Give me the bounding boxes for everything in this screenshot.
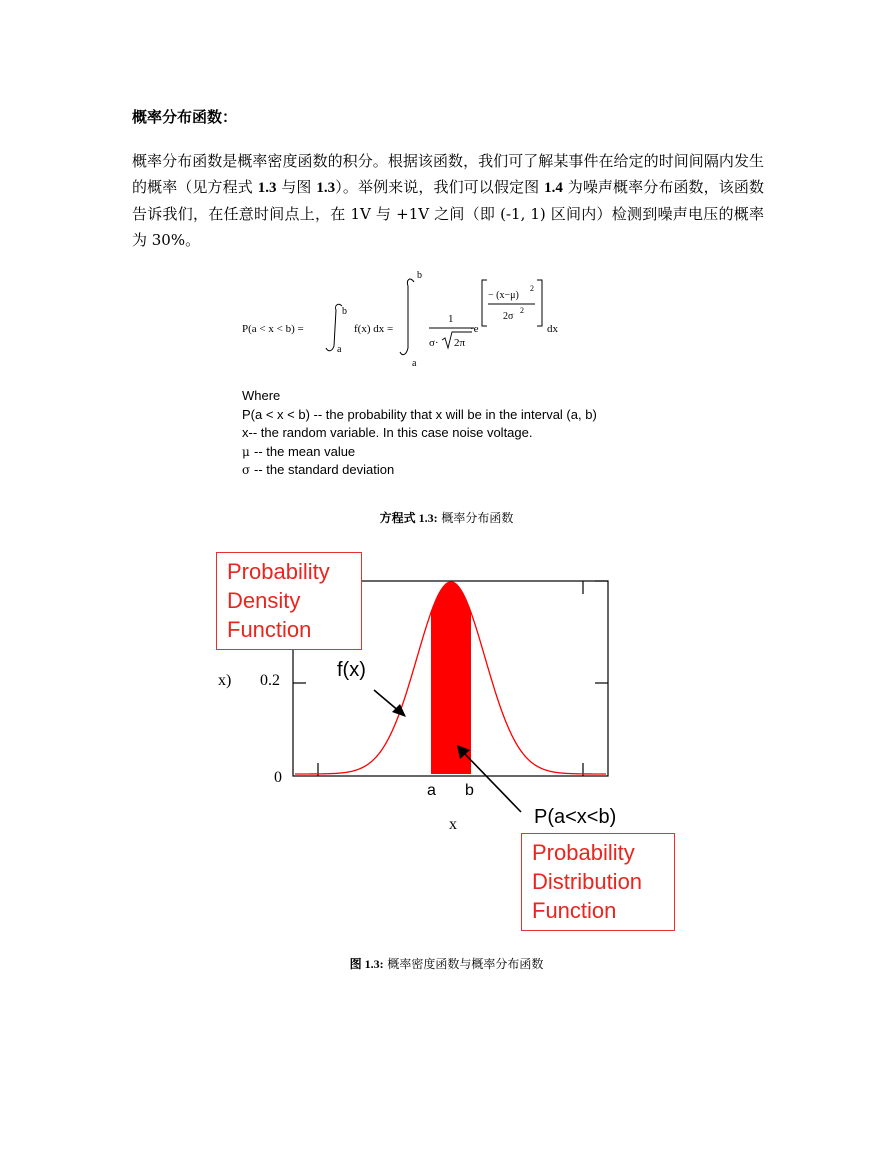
fraction-sigma: σ· (429, 337, 439, 349)
where-line-mu (242, 443, 597, 462)
figure-ref-2: 1.4 (544, 180, 563, 196)
exp-numerator-power: 2 (530, 284, 534, 293)
equation-caption-label: 方程式 1.3: (379, 511, 438, 525)
figure-caption-label: 图 1.3: (349, 957, 384, 971)
cdf-label-line-1: Probability (532, 840, 635, 865)
exp-denominator: 2σ (503, 311, 514, 322)
figure-ref: 1.3 (316, 180, 336, 196)
para-text-4: 为噪声概率分布函数，该函数告诉我们，在任意时间点上，在 1V 与 +1V 之间（即 (-1, 1) 区间内）检测到噪声电压的概率为 30%。 (132, 178, 764, 249)
y-axis-label: x) (218, 672, 232, 689)
integral-sign-tall (400, 279, 414, 355)
ytick-label-0: 0 (274, 769, 282, 786)
mu-description: -- the mean value (254, 443, 356, 459)
cdf-label-line-3: Function (532, 898, 617, 923)
section-heading: 概率分布函数： (132, 108, 238, 126)
integral-lower: a (337, 344, 342, 355)
pab-label: P(a<x<b) (534, 806, 617, 828)
fraction-numerator: 1 (448, 313, 454, 325)
exp-denominator-power: 2 (520, 306, 524, 315)
integral-upper: b (342, 306, 347, 317)
equation-ref: 1.3 (257, 180, 277, 196)
equation-caption (0, 509, 893, 526)
where-block (242, 387, 597, 480)
pdf-figure (0, 540, 893, 940)
pdf-chart (0, 540, 893, 940)
b-label: b (465, 782, 474, 799)
formula-fx-dx: f(x) dx = (354, 323, 394, 335)
probability-area (431, 582, 471, 774)
mu-symbol: μ (242, 444, 250, 459)
cdf-label-line-2: Distribution (532, 869, 643, 894)
para-text-2: 与图 (276, 178, 317, 196)
cdf-label-box (521, 833, 675, 931)
para-text-3: ）。举例来说，我们可以假定图 (335, 178, 545, 196)
formula-lhs: P(a < x < b) = (242, 323, 304, 335)
figure-caption-text: 概率密度函数与概率分布函数 (383, 957, 544, 971)
exp-numerator: − (x−μ) (488, 290, 519, 301)
pdf-label-line-1: Probability (227, 559, 330, 584)
exp-bracket-left (482, 280, 487, 326)
para-text-1: 概率分布函数是概率密度函数的积分。根据该函数，我们可了解某事件在给定的时间间隔内发生的概率（见方程式 (132, 152, 764, 196)
exp-base: ·e (470, 323, 479, 335)
fx-label: f(x) (337, 659, 366, 681)
where-line-x: x-- the random variable. In this case noise voltage. (242, 425, 533, 440)
where-line-sigma (242, 461, 597, 480)
equation-caption-text: 概率分布函数 (437, 511, 514, 525)
pdf-label-line-3: Function (227, 617, 312, 642)
a-label: a (427, 782, 436, 799)
probability-formula (230, 262, 610, 377)
pdf-label-box (216, 552, 362, 650)
integral-upper-2: b (417, 270, 422, 281)
pdf-label-line-2: Density (227, 588, 301, 613)
where-line-p: P(a < x < b) -- the probability that x will be in the interval (a, b) (242, 406, 597, 422)
figure-caption (0, 955, 893, 972)
exp-bracket-right (537, 280, 542, 326)
fraction-two-pi: 2π (454, 337, 466, 349)
x-axis-label: x (449, 816, 457, 833)
sigma-description: -- the standard deviation (254, 462, 395, 477)
sigma-symbol: σ (242, 463, 251, 477)
formula-dx: dx (547, 323, 558, 335)
ytick-label-02: 0.2 (260, 672, 280, 689)
body-paragraph (132, 148, 764, 253)
where-title: Where (242, 388, 281, 403)
integral-lower-2: a (412, 358, 417, 369)
